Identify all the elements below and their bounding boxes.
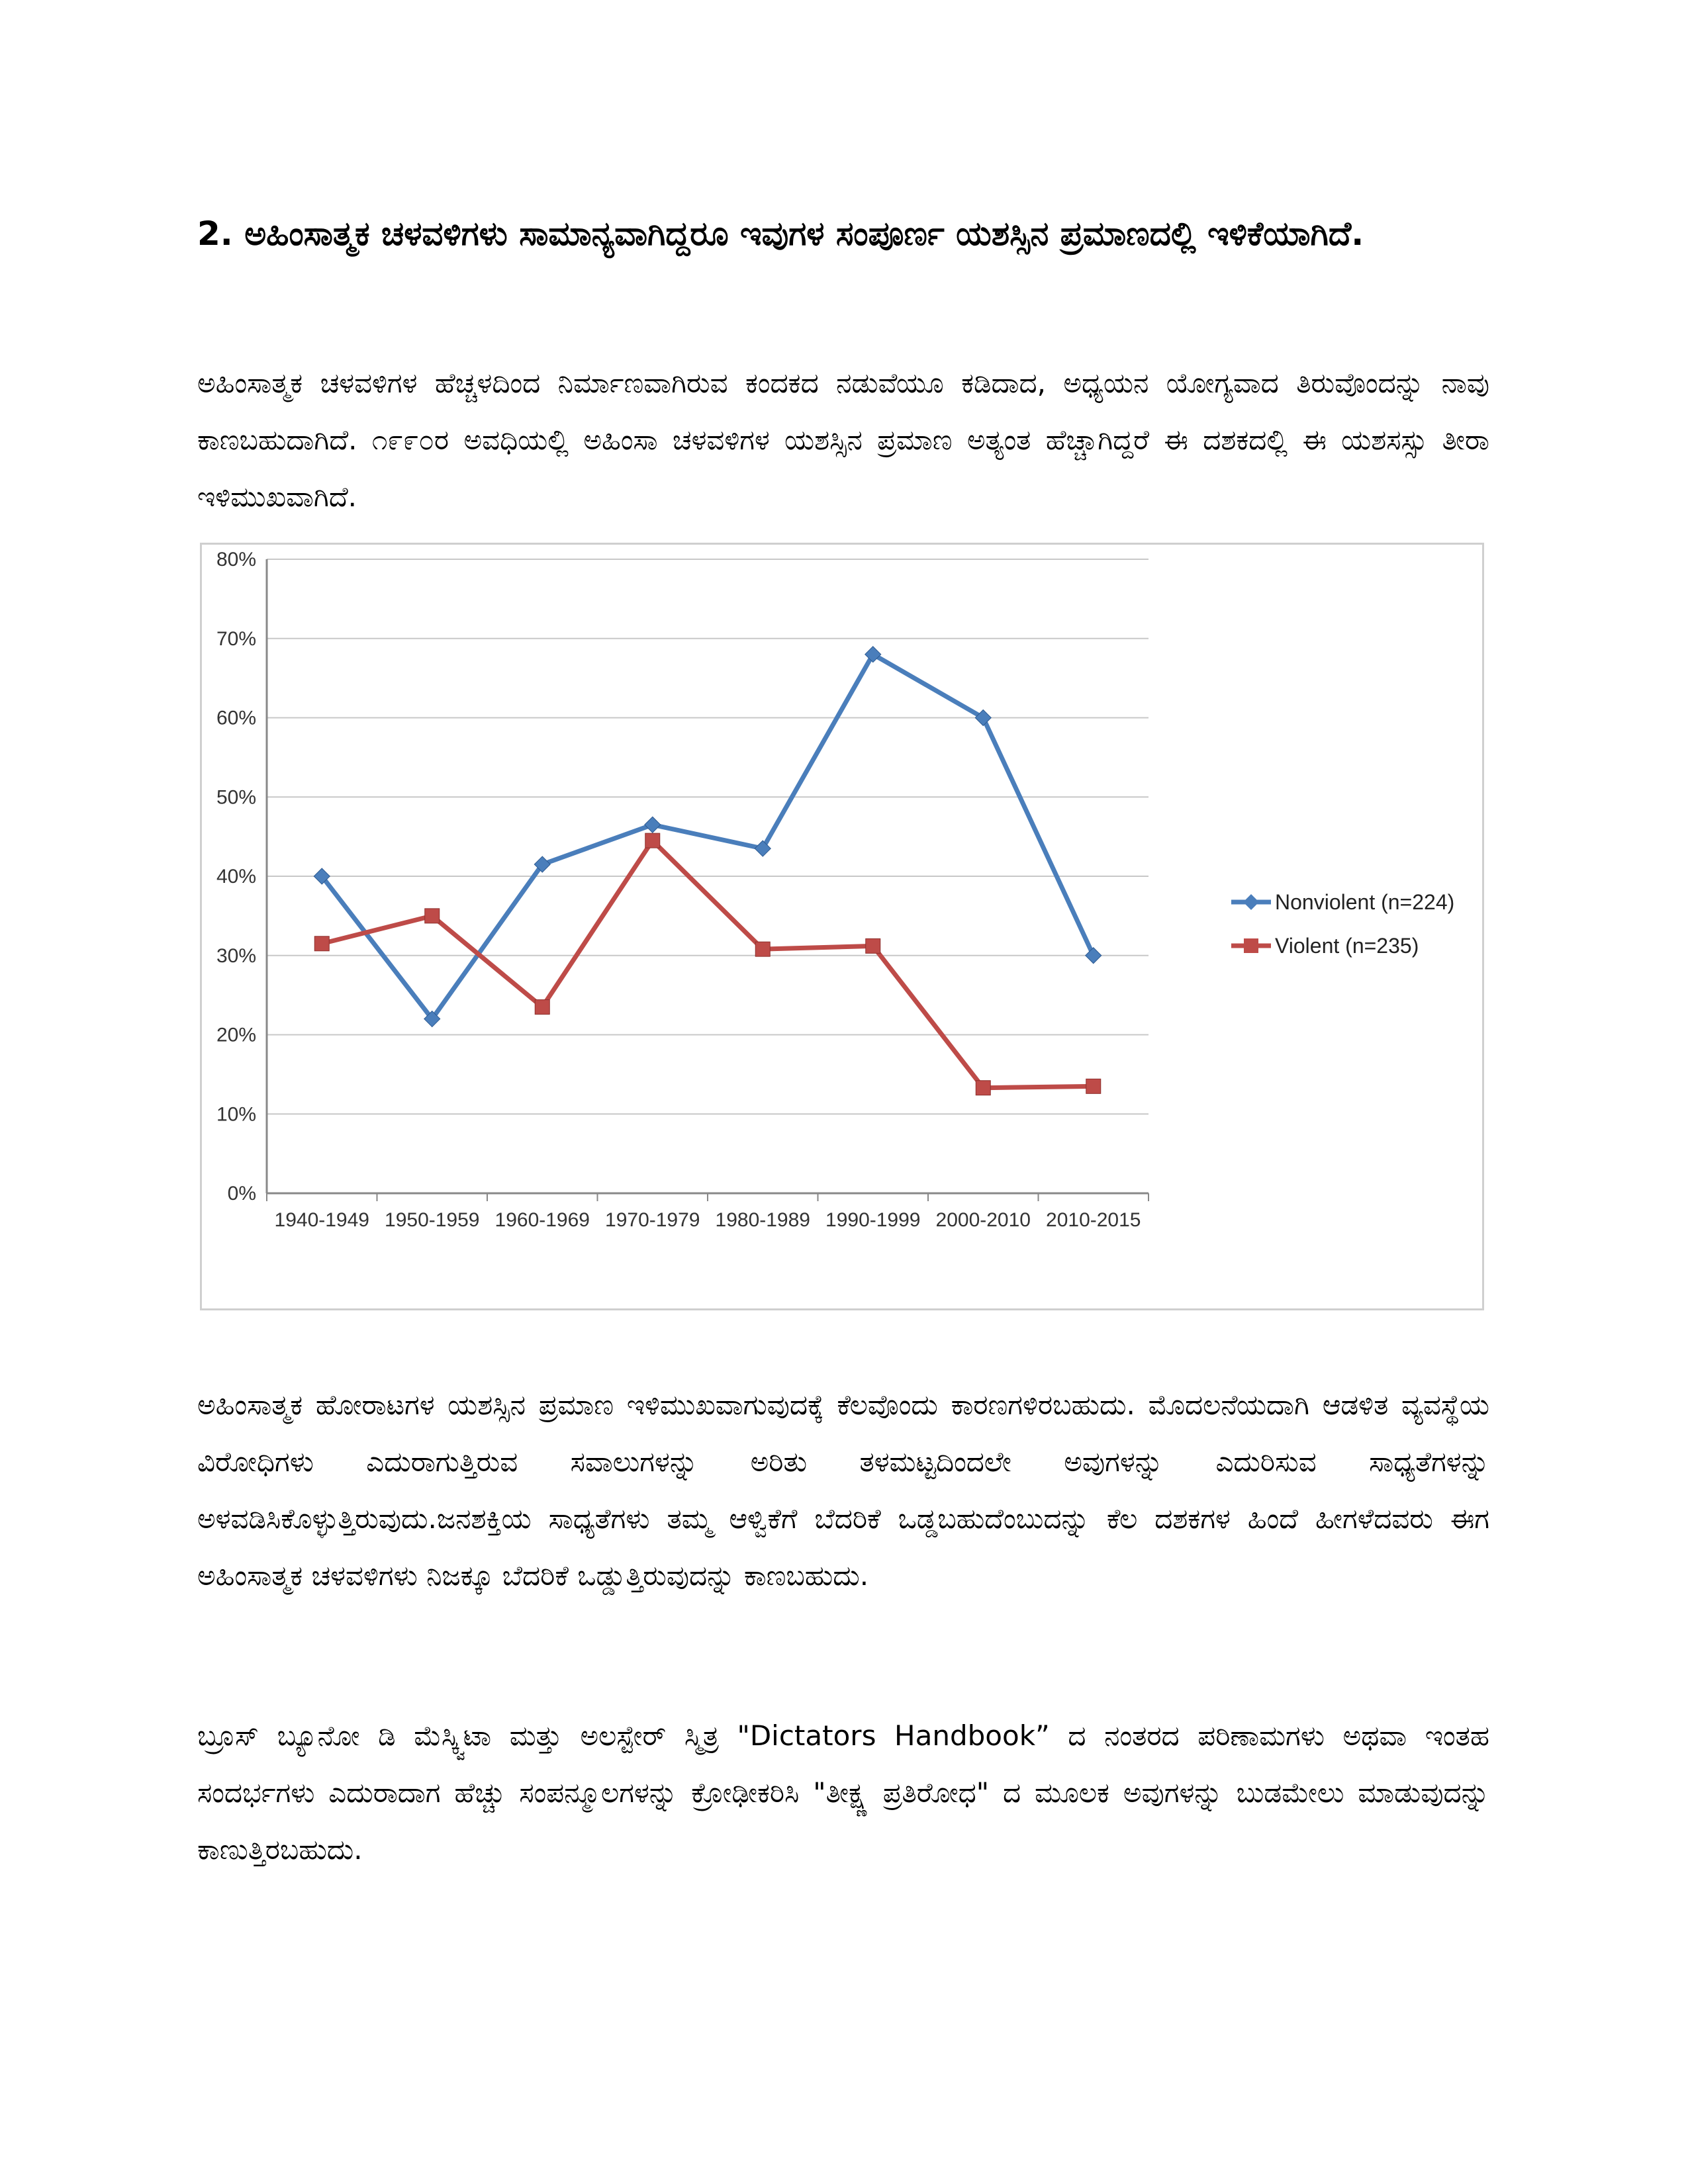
x-tick-label: 1970-1979 [605,1209,700,1231]
y-tick-label: 0% [227,1183,256,1205]
section-heading: 2. ಅಹಿಂಸಾತ್ಮಕ ಚಳವಳಿಗಳು ಸಾಮಾನ್ಯವಾಗಿದ್ದರೂ ಇವುಗಳ ಸಂಪೂರ್ಣ ಯಶಸ್ಸಿನ ಪ್ರಮಾಣದಲ್ಲಿ ಇಳಿಕೆಯಾಗಿದೆ. [197,214,1364,253]
series-line-nonviolent [322,655,1094,1019]
x-tick-label: 1940-1949 [274,1209,369,1231]
legend-label: Violent (n=235) [1275,934,1419,958]
y-tick-label: 10% [216,1103,256,1126]
data-point-nonviolent [1086,948,1102,964]
y-tick-label: 30% [216,944,256,967]
data-point-violent [1086,1079,1101,1093]
y-tick-label: 50% [216,786,256,809]
legend-marker [1243,894,1259,910]
x-tick-label: 1950-1959 [385,1209,480,1231]
x-tick-label: 1980-1989 [715,1209,810,1231]
y-tick-label: 40% [216,866,256,887]
data-point-violent [755,942,770,956]
data-point-violent [645,833,660,848]
y-tick-label: 80% [216,549,256,570]
data-point-violent [425,909,440,923]
paragraph-intro: ಅಹಿಂಸಾತ್ಮಕ ಚಳವಳಿಗಳ ಹೆಚ್ಚಳದಿಂದ ನಿರ್ಮಾಣವಾಗಿರುವ ಕಂದಕದ ನಡುವೆಯೂ ಕಡಿದಾದ, ಅಧ್ಯಯನ ಯೋಗ್ಯವಾದ ತಿರುವೊಂದನ್ನು ನಾವು ಕಾಣಬಹುದಾಗಿದೆ. ೧೯೯೦ರ ಅವಧಿಯಲ್ಲಿ ಅಹಿಂಸಾ ಚಳವಳಿಗಳ ಯಶಸ್ಸಿನ ಪ್ರಮಾಣ ಅತ್ಯಂತ ಹೆಚ್ಚಾಗಿದ್ದರೆ ಈ ದಶಕದಲ್ಲಿ ಈ ಯಶಸಸ್ಸು ತೀರಾ ಇಳಿಮುಖವಾಗಿದೆ. [197,367,1489,513]
data-point-nonviolent [645,817,661,833]
line-chart-svg [202,545,1482,1308]
paragraph-reasons: ಅಹಿಂಸಾತ್ಮಕ ಹೋರಾಟಗಳ ಯಶಸ್ಸಿನ ಪ್ರಮಾಣ ಇಳಿಮುಖವಾಗುವುದಕ್ಕೆ ಕೆಲವೊಂದು ಕಾರಣಗಳಿರಬಹುದು. ಮೊದಲನೆಯದಾಗಿ ಆಡಳಿತ ವ್ಯವಸ್ಥೆಯ ವಿರೋಧಿಗಳು ಎದುರಾಗುತ್ತಿರುವ ಸವಾಲುಗಳನ್ನು ಅರಿತು ತಳಮಟ್ಟದಿಂದಲೇ ಅವುಗಳನ್ನು ಎದುರಿಸುವ ಸಾಧ್ಯತೆಗಳನ್ನು ಅಳವಡಿಸಿಕೊಳ್ಳುತ್ತಿರುವುದು.ಜನಶಕ್ತಿಯ ಸಾಧ್ಯತೆಗಳು ತಮ್ಮ ಆಳ್ವಿಕೆಗೆ ಬೆದರಿಕೆ ಒಡ್ಡಬಹುದೆಂಬುದನ್ನು ಕೆಲ ದಶಕಗಳ ಹಿಂದೆ ಹೀಗಳೆದವರು ಈಗ ಅಹಿಂಸಾತ್ಮಕ ಚಳವಳಿಗಳು ನಿಜಕ್ಕೂ ಬೆದರಿಕೆ ಒಡ್ಡುತ್ತಿರುವುದನ್ನು ಕಾಣಬಹುದು. [197,1388,1489,1592]
data-point-violent [976,1081,990,1095]
y-tick-label: 70% [216,627,256,650]
data-point-violent [314,936,329,951]
x-tick-label: 1990-1999 [825,1209,921,1231]
x-tick-label: 2000-2010 [935,1209,1031,1231]
legend-marker [1244,938,1258,953]
paragraph-dictators-handbook: ಬ್ರೂಸ್ ಬ್ಯೂನೋ ಡಿ ಮೆಸ್ಕ್ವಿಟಾ ಮತ್ತು ಅಲಸ್ಟೇರ್ ಸ್ಮಿತ್ರ "Dictators Handbook” ದ ನಂತರದ ಪರಿಣಾಮಗಳು ಅಥವಾ ಇಂತಹ ಸಂದರ್ಭಗಳು ಎದುರಾದಾಗ ಹೆಚ್ಚು ಸಂಪನ್ಮೂಲಗಳನ್ನು ಕ್ರೋಢೀಕರಿಸಿ "ತೀಕ್ಷ್ಣ ಪ್ರತಿರೋಧ" ದ ಮೂಲಕ ಅವುಗಳನ್ನು ಬುಡಮೇಲು ಮಾಡುವುದನ್ನು ಕಾಣುತ್ತಿರಬಹುದು. [197,1719,1489,1866]
y-tick-label: 60% [216,707,256,729]
x-tick-label: 1960-1969 [494,1209,590,1231]
x-tick-label: 2010-2015 [1046,1209,1141,1231]
data-point-violent [866,938,880,953]
y-tick-label: 20% [216,1024,256,1046]
success-rate-chart [200,543,1484,1310]
legend-label: Nonviolent (n=224) [1275,890,1455,914]
data-point-violent [535,1000,549,1015]
series-line-violent [322,841,1094,1088]
